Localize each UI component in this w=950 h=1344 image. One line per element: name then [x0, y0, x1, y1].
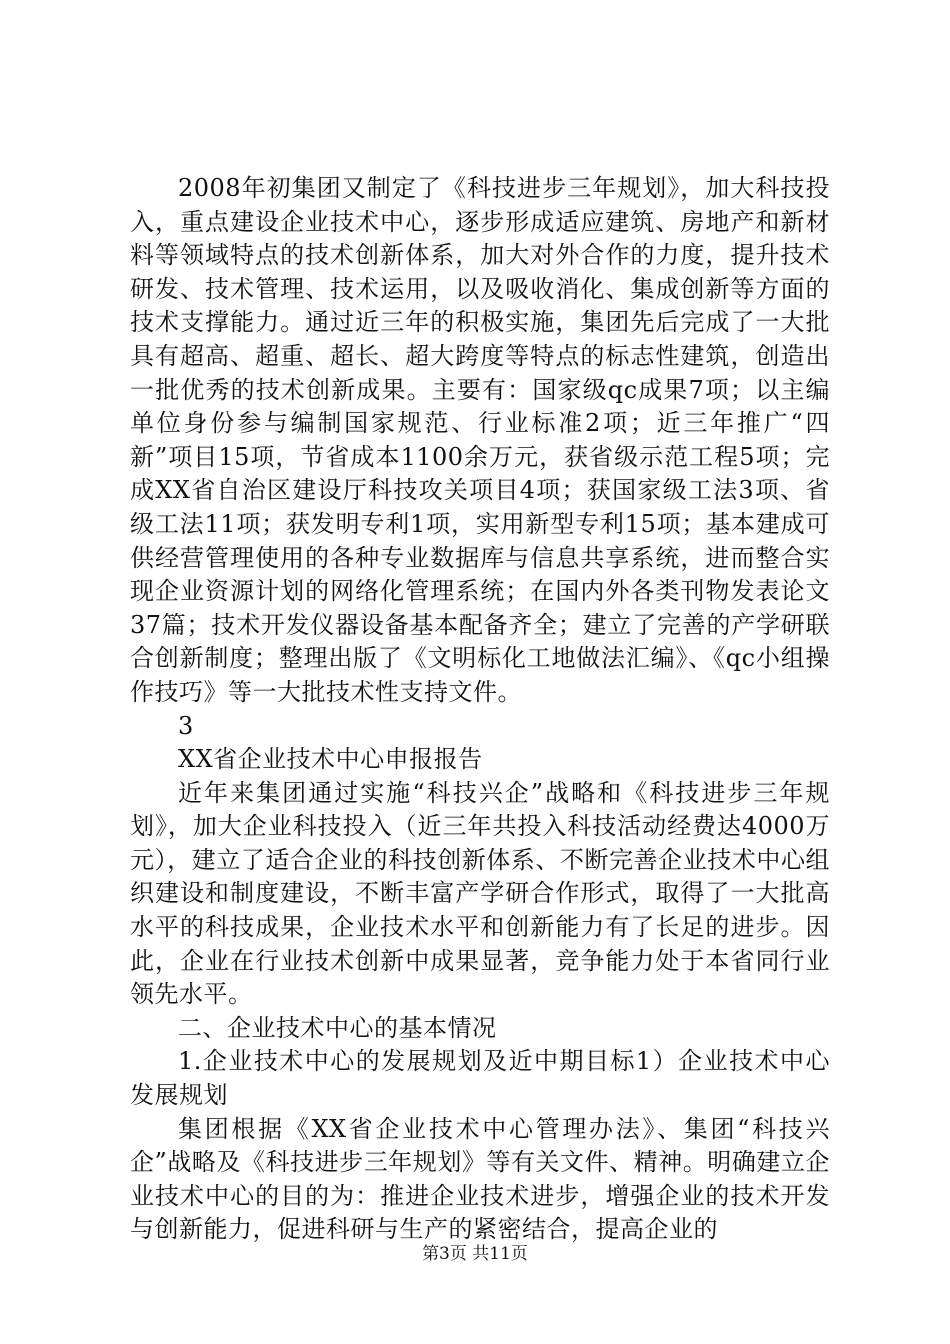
- report-title-line: XX省企业技术中心申报报告: [178, 745, 483, 774]
- paragraph-recent-years: 近年来集团通过实施“科技兴企”战略和《科技进步三年规划》，加大企业科技投入（近三年共投入科技活动经费达4000万元），建立了适合企业的科技创新体系、不断完善企业技术中心组织建设和制度建设，不断丰富产学研合作形式，取得了一大批高水平的科技成果，企业技术水平和创新能力有了长足的进步。因此，企业在行业技术创新中成果显著，竞争能力处于本省同行业领先水平。: [130, 778, 830, 1009]
- paragraph-tech-plan: 2008年初集团又制定了《科技进步三年规划》，加大科技投入，重点建设企业技术中心，逐步形成适应建筑、房地产和新材料等领域特点的技术创新体系，加大对外合作的力度，提升技术研发、技术管理、技术运用，以及吸收消化、集成创新等方面的技术支撑能力。通过近三年的积极实施，集团先后完成了一大批具有超高、超重、超长、超大跨度等特点的标志性建筑，创造出一批优秀的技术创新成果。主要有：国家级qc成果7项；以主编单位身份参与编制国家规范、行业标准2项；近三年推广“四新”项目15项，节省成本1100余万元，获省级示范工程5项；完成XX省自治区建设厅科技攻关项目4项；获国家级工法3项、省级工法11项；获发明专利1项，实用新型专利15项；基本建成可供经营管理使用的各种专业数据库与信息共享系统，进而整合实现企业资源计划的网络化管理系统；在国内外各类刊物发表论文37篇；技术开发仪器设备基本配备齐全；建立了完善的产学研联合创新制度；整理出版了《文明标化工地做法汇编》、《qc小组操作技巧》等一大批技术性支持文件。: [130, 174, 830, 706]
- page-footer: 第3页 共11页: [422, 1244, 528, 1264]
- paragraph-purpose: 集团根据《XX省企业技术中心管理办法》、集团“科技兴企”战略及《科技进步三年规划》等有关文件、精神。明确建立企业技术中心的目的为：推进企业技术进步，增强企业的技术开发与创新能力，促进科研与生产的紧密结合，提高企业的: [130, 1114, 830, 1244]
- section-heading: 二、企业技术中心的基本情况: [178, 1013, 497, 1042]
- page-number-marker: 3: [178, 711, 194, 740]
- document-body: [130, 172, 830, 1247]
- subsection-heading: 1.企业技术中心的发展规划及近中期目标1）企业技术中心发展规划: [130, 1047, 830, 1110]
